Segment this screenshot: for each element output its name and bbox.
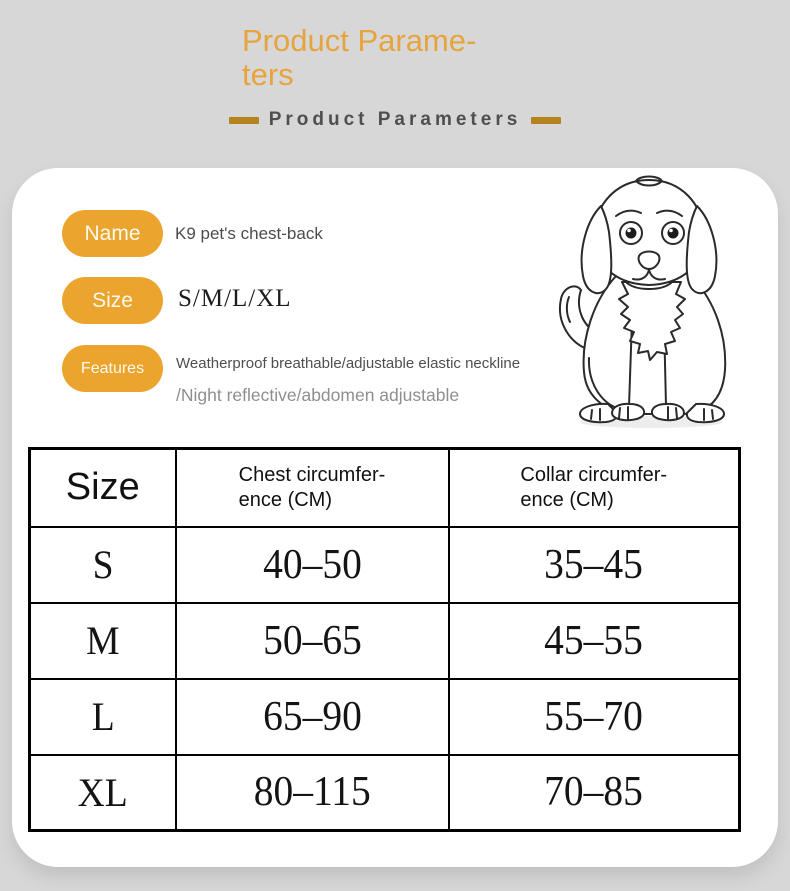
section-heading-text: Product Parameters <box>268 109 522 130</box>
left-dash-decoration <box>229 117 259 124</box>
table-row <box>30 679 740 755</box>
size-badge: Size <box>62 277 163 324</box>
chest-l: 65–90 <box>176 679 449 755</box>
collar-s: 35–45 <box>449 527 740 603</box>
features-value-line2: /Night reflective/abdomen adjustable <box>176 385 460 405</box>
name-badge: Name <box>62 210 163 257</box>
right-dash-decoration <box>531 117 561 124</box>
chest-s: 40–50 <box>176 527 449 603</box>
collar-xl: 70–85 <box>449 755 740 831</box>
table-row <box>30 755 740 831</box>
size-m: M <box>30 603 176 679</box>
col-header-chest: Chest circumfer- ence (CM) <box>176 449 449 527</box>
collar-l: 55–70 <box>449 679 740 755</box>
col-header-size: Size <box>30 449 176 527</box>
chest-m: 50–65 <box>176 603 449 679</box>
chest-xl: 80–115 <box>176 755 449 831</box>
col-header-collar: Collar circumfer- ence (CM) <box>449 449 740 527</box>
table-header-row <box>30 449 740 527</box>
page-title <box>242 24 476 92</box>
name-value: K9 pet's chest-back <box>175 224 323 243</box>
size-s: S <box>30 527 176 603</box>
page-title-line2: ters <box>242 57 294 92</box>
table-row <box>30 527 740 603</box>
size-l: L <box>30 679 176 755</box>
collar-m: 45–55 <box>449 603 740 679</box>
features-value-line1: Weatherproof breathable/adjustable elastic neckline <box>176 355 521 372</box>
product-info-card <box>12 168 778 867</box>
size-chart-table <box>28 447 741 832</box>
size-xl: XL <box>30 755 176 831</box>
size-value: S/M/L/XL <box>178 285 292 312</box>
features-badge: Features <box>62 345 163 392</box>
puppy-illustration <box>548 170 753 432</box>
page-title-line1: Product Parame- <box>242 23 477 58</box>
section-heading <box>0 109 790 131</box>
table-row <box>30 603 740 679</box>
